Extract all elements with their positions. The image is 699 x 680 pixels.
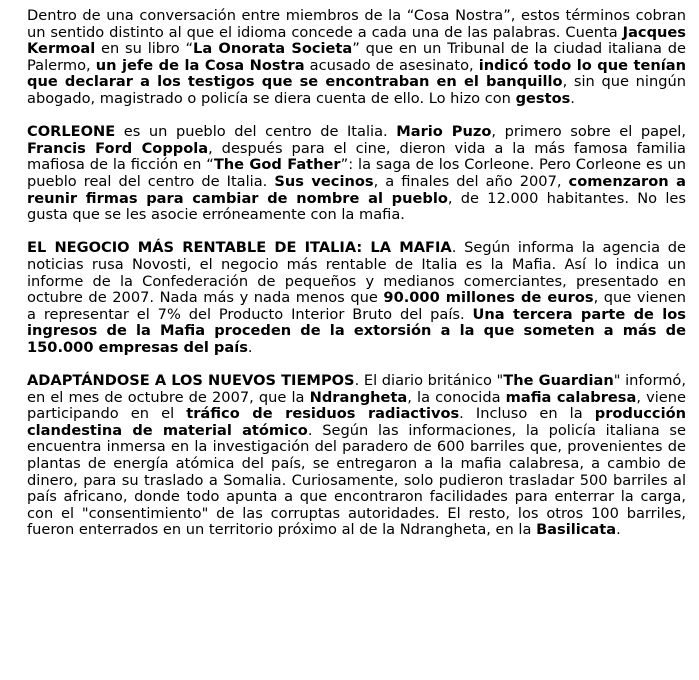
text-segment: . <box>247 338 253 356</box>
text-segment: , después para el cine, dieron vida a la más famosa familia mafiosa de la ficción en “ <box>27 139 686 174</box>
paragraph-cosa-nostra <box>27 8 686 108</box>
bold-text-segment: Ndrangheta <box>309 388 408 406</box>
text-segment: es un pueblo del centro de Italia. <box>115 123 397 141</box>
text-segment: . <box>616 521 621 539</box>
bold-text-segment: producción clandestina de material atómico <box>27 405 686 439</box>
bold-text-segment: Mario Puzo <box>396 123 492 141</box>
text-segment: acusado de asesinato, <box>304 56 479 74</box>
text-segment: . Incluso en la <box>459 405 595 423</box>
text-segment: " informó, en el mes de octubre de 2007, que la <box>27 372 686 406</box>
text-segment: , de 12.000 habitantes. No les gusta que se les asocie erróneamente con la mafia. <box>27 189 686 224</box>
text-segment: . Según las informaciones, la policía italiana se encuentra inmersa en la investigación del paradero de 600 barriles que, provenientes de plantas de energía atómica del país, se entregaron a la mafia calabresa, a cambio de dinero, para su traslado a Somalia. Curiosamente, solo pudieron trasladar 500 barriles al país africano, donde todo apunta a que encontraron facilidades para enterrar la carga, con el "consentimiento" de las corruptas autoridades. El resto, los otros 100 barriles, fueron enterrados en un territorio próximo al de la Ndrangheta, en la <box>27 421 686 539</box>
text-segment: , la conocida <box>407 388 506 406</box>
bold-text-segment: indicó todo lo que tenían que declarar a los testigos que se encontraban en el banquillo <box>27 56 686 91</box>
text-segment: . El diario británico " <box>354 372 504 390</box>
bold-text-segment: EL NEGOCIO MÁS RENTABLE DE ITALIA: LA MAFIA <box>27 239 452 257</box>
bold-text-segment: Sus vecinos <box>274 172 374 190</box>
paragraph-corleone <box>27 124 686 224</box>
bold-text-segment: ADAPTÁNDOSE A LOS NUEVOS TIEMPOS <box>27 372 355 390</box>
bold-text-segment: Basilicata <box>536 521 617 539</box>
bold-text-segment: comenzaron a reunir firmas para cambiar de nombre al pueblo <box>27 172 686 207</box>
bold-text-segment: un jefe de la Cosa Nostra <box>95 56 305 74</box>
text-segment: , primero sobre el papel, <box>491 123 686 141</box>
text-segment: Dentro de una conversación entre miembros de la “Cosa Nostra”, estos términos cobran un sentido distinto al que el idioma concede a cada una de las palabras. Cuenta <box>27 7 686 41</box>
text-segment: , que vienen a representar el 7% del Producto Interior Bruto del país. <box>27 289 686 323</box>
bold-text-segment: Una tercera parte de los ingresos de la Mafia proceden de la extorsión a la que someten a más de 150.000 empresas del país <box>27 305 686 356</box>
text-segment: ” que en un Tribunal de la ciudad italiana de Palermo, <box>27 40 686 74</box>
bold-text-segment: 90.000 millones de euros <box>383 289 594 307</box>
text-segment: ”: la saga de los Corleone. Pero Corleone es un pueblo real del centro de Italia. <box>27 156 686 190</box>
paragraph-negocio-mafia <box>27 240 686 356</box>
bold-text-segment: La Onorata Societa <box>193 40 353 58</box>
bold-text-segment: mafia calabresa <box>505 388 637 406</box>
text-segment: . <box>570 89 575 107</box>
text-segment: en su libro “ <box>95 40 194 58</box>
bold-text-segment: tráfico de residuos radiactivos <box>186 405 460 423</box>
document-body <box>27 8 686 539</box>
text-segment: , viene participando en el <box>27 388 686 423</box>
bold-text-segment: gestos <box>515 89 571 107</box>
text-segment: . Según informa la agencia de noticias rusa Novosti, el negocio más rentable de Italia es la Mafia. Así lo indica un informe de la Confederación de pequeños y medianos comerciantes, presentado en octubre de 2007. Nada más y nada menos que <box>27 239 686 307</box>
text-segment: , a finales del año 2007, <box>373 172 569 190</box>
bold-text-segment: The Guardian <box>503 372 614 390</box>
bold-text-segment: Francis Ford Coppola <box>27 139 209 157</box>
bold-text-segment: The God Father <box>213 156 341 174</box>
bold-text-segment: Jacques Kermoal <box>27 23 686 58</box>
bold-text-segment: CORLEONE <box>27 123 116 141</box>
text-segment: , sin que ningún abogado, magistrado o policía se diera cuenta de ello. Lo hizo con <box>27 73 686 107</box>
paragraph-nuevos-tiempos <box>27 373 686 539</box>
